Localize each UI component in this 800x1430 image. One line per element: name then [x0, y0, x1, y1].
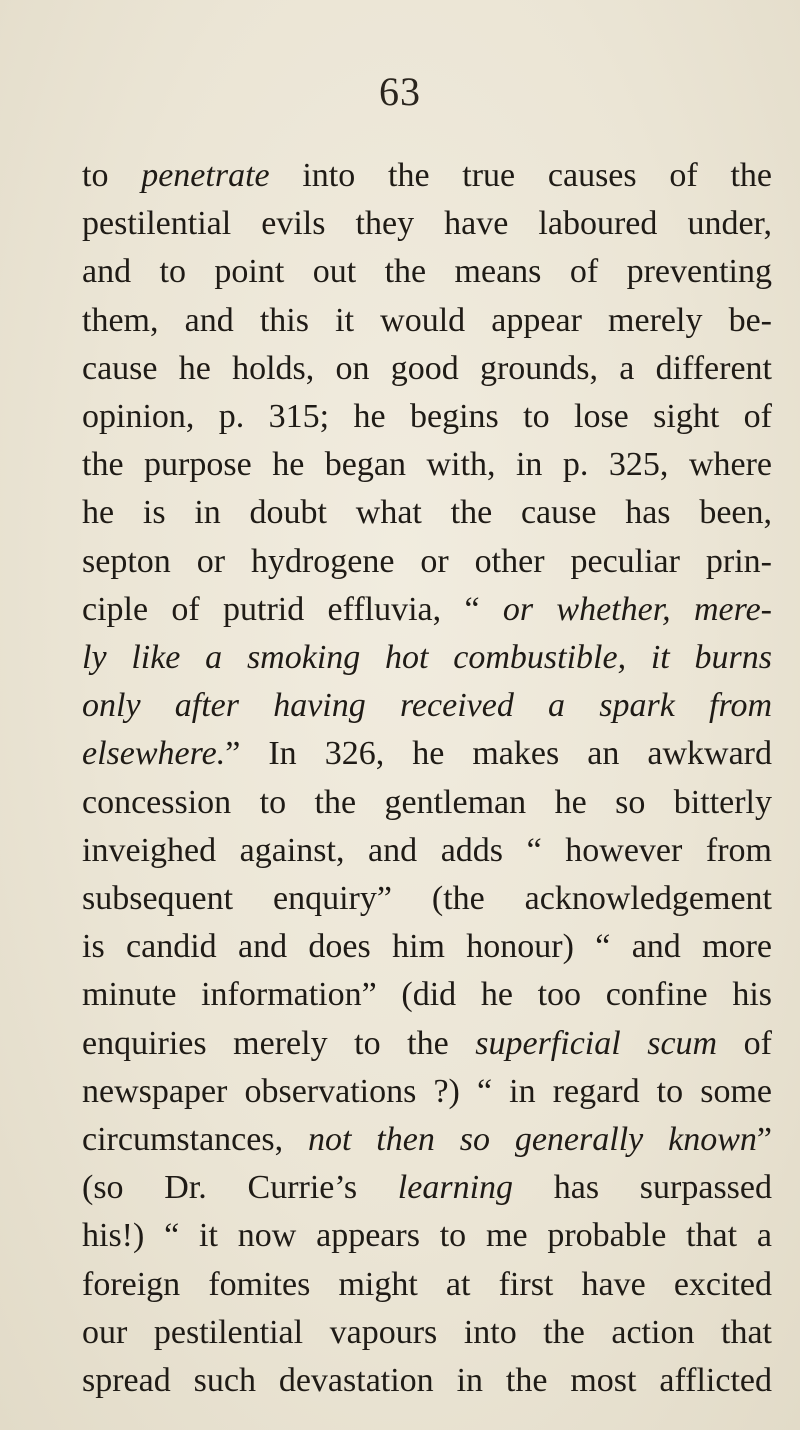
text-segment: concession to the gentleman he so bitterly: [82, 784, 772, 821]
text-line: [82, 730, 772, 778]
text-segment: pestilential evils they have laboured under,: [82, 205, 772, 242]
text-line: [82, 1116, 772, 1164]
text-segment: of: [717, 1025, 772, 1062]
text-segment: minute information” (did he too confine his: [82, 976, 772, 1013]
text-line: [82, 1164, 772, 1212]
italic-text: penetrate: [141, 157, 270, 194]
text-line: [82, 827, 772, 875]
text-line: [82, 682, 772, 730]
text-segment: foreign fomites might at first have excited: [82, 1266, 772, 1303]
text-line: [82, 200, 772, 248]
text-segment: into the true causes of the: [269, 157, 772, 194]
italic-text: ly like a smoking hot combustible, it burns: [82, 639, 772, 676]
text-line: [82, 345, 772, 393]
text-line: [82, 586, 772, 634]
text-segment: subsequent enquiry” (the acknowledgement: [82, 880, 772, 917]
text-segment: to: [82, 157, 142, 194]
text-segment: has surpassed: [513, 1169, 772, 1206]
text-segment: inveighed against, and adds “ however from: [82, 832, 772, 869]
text-line: [82, 152, 772, 200]
text-line: [82, 1212, 772, 1260]
italic-text: learning: [397, 1169, 514, 1206]
text-line: [82, 971, 772, 1019]
text-line: [82, 297, 772, 345]
text-segment: spread such devastation in the most afflicted: [82, 1362, 772, 1399]
text-segment: our pestilential vapours into the action that: [82, 1314, 772, 1351]
italic-text: not then so generally known: [307, 1121, 757, 1158]
text-segment: is candid and does him honour) “ and more: [82, 928, 772, 965]
italic-text: elsewhere.: [82, 735, 226, 772]
text-segment: his!) “ it now appears to me probable that a: [82, 1217, 772, 1254]
text-line: [82, 634, 772, 682]
page-number: 63: [379, 69, 421, 114]
text-line: [82, 538, 772, 586]
text-line: [82, 441, 772, 489]
text-segment: newspaper observations ?) “ in regard to some: [82, 1073, 772, 1110]
text-line: [82, 1020, 772, 1068]
text-line: [82, 923, 772, 971]
text-segment: ” In 326, he makes an awkward: [225, 735, 772, 772]
text-segment: septon or hydrogene or other peculiar prin-: [82, 543, 772, 580]
text-segment: circumstances,: [82, 1121, 308, 1158]
text-line: [82, 1261, 772, 1309]
text-segment: ciple of putrid effluvia, “: [82, 591, 503, 628]
text-line: [82, 248, 772, 296]
italic-text: only after having received a spark from: [82, 687, 772, 724]
text-line: [82, 1309, 772, 1357]
text-line: [82, 1357, 772, 1405]
text-line: [82, 489, 772, 537]
text-segment: cause he holds, on good grounds, a different: [82, 350, 772, 387]
text-line: [82, 393, 772, 441]
text-segment: enquiries merely to the: [82, 1025, 476, 1062]
text-segment: the purpose he began with, in p. 325, where: [82, 446, 772, 483]
text-segment: opinion, p. 315; he begins to lose sight of: [82, 398, 772, 435]
text-segment: and to point out the means of preventing: [82, 253, 772, 290]
text-line: [82, 875, 772, 923]
text-segment: he is in doubt what the cause has been,: [82, 494, 772, 531]
text-segment: them, and this it would appear merely be-: [82, 302, 772, 339]
text-segment: (so Dr. Currie’s: [82, 1169, 398, 1206]
italic-text: superficial scum: [475, 1025, 718, 1062]
text-segment: ”: [756, 1121, 772, 1158]
text-line: [82, 1068, 772, 1116]
italic-text: or whether, mere-: [502, 591, 772, 628]
text-line: [82, 779, 772, 827]
